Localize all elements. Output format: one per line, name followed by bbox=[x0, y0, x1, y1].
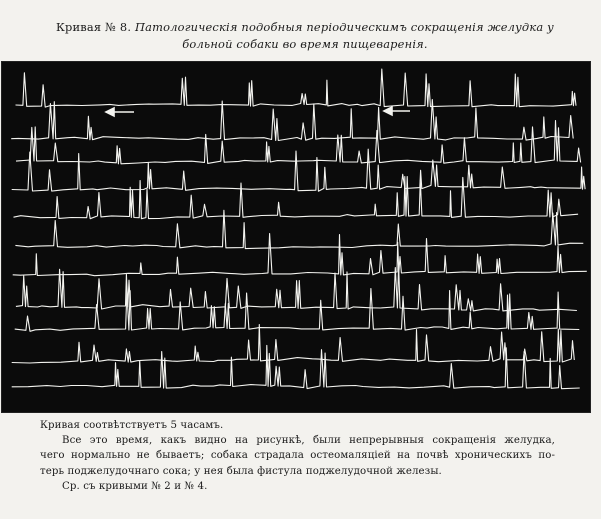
caption-label: Кривая № 8. bbox=[56, 20, 132, 34]
description-line-1: Кривая соотвѣтствуетъ 5 часамъ. bbox=[40, 420, 224, 431]
figure-description bbox=[40, 418, 555, 494]
caption-text: Патологическія подобныя періодическимъ сокращенія желудка у больной собаки во время пищеваренія. bbox=[135, 20, 554, 51]
description-line-4: терь поджелудочнаго сока; у нея была фистула поджелудочной железы. bbox=[40, 465, 442, 477]
description-line-3: чего нормально не бываетъ; собака страдала остеомаляціей на почвѣ хроническихъ по- bbox=[40, 450, 555, 462]
trace-line bbox=[12, 325, 575, 364]
figure-caption bbox=[30, 19, 580, 53]
trace-line bbox=[14, 177, 579, 219]
trace-line bbox=[12, 149, 585, 191]
kymograph-traces bbox=[2, 62, 590, 412]
trace-line bbox=[16, 265, 577, 311]
trace-line bbox=[12, 345, 580, 388]
left-arrow-icon bbox=[106, 108, 134, 116]
kymograph-plate bbox=[2, 62, 590, 412]
trace-line bbox=[13, 234, 587, 276]
trace-line bbox=[16, 121, 581, 164]
trace-line bbox=[16, 69, 577, 107]
description-line-5: Ср. съ кривыми № 2 и № 4. bbox=[62, 480, 208, 492]
description-line-2: Все это время, какъ видно на рисункѣ, были непрерывныя сокращенія желудка, bbox=[62, 435, 555, 447]
left-arrow-icon bbox=[384, 107, 410, 115]
